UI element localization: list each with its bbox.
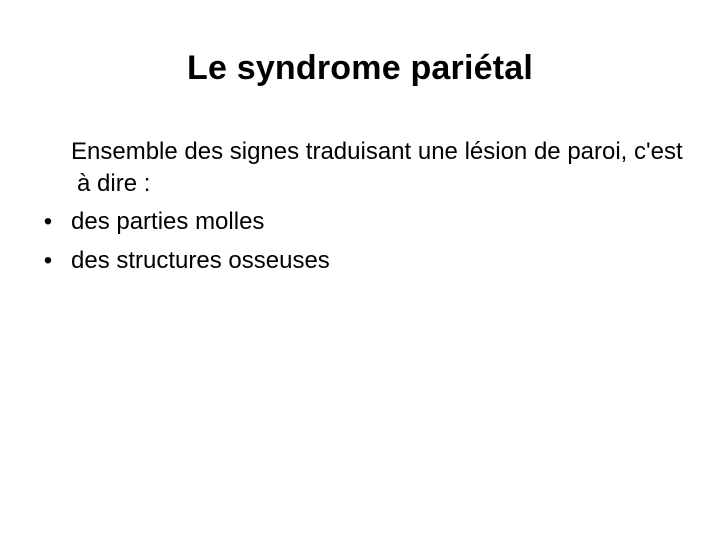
- bullet-text: des parties molles: [71, 208, 265, 235]
- slide-body: [36, 136, 686, 280]
- bullet-item-bone-structures: [36, 241, 686, 280]
- bullet-item-soft-tissue: [36, 202, 686, 241]
- intro-text: Ensemble des signes traduisant une lésion de paroi, c'est à dire :: [71, 138, 683, 197]
- bullet-icon: •: [43, 208, 53, 235]
- bullet-text: des structures osseuses: [71, 247, 330, 274]
- bullet-icon: •: [43, 247, 53, 274]
- slide-title: Le syndrome pariétal: [186, 49, 533, 87]
- bullet-list: [36, 202, 686, 280]
